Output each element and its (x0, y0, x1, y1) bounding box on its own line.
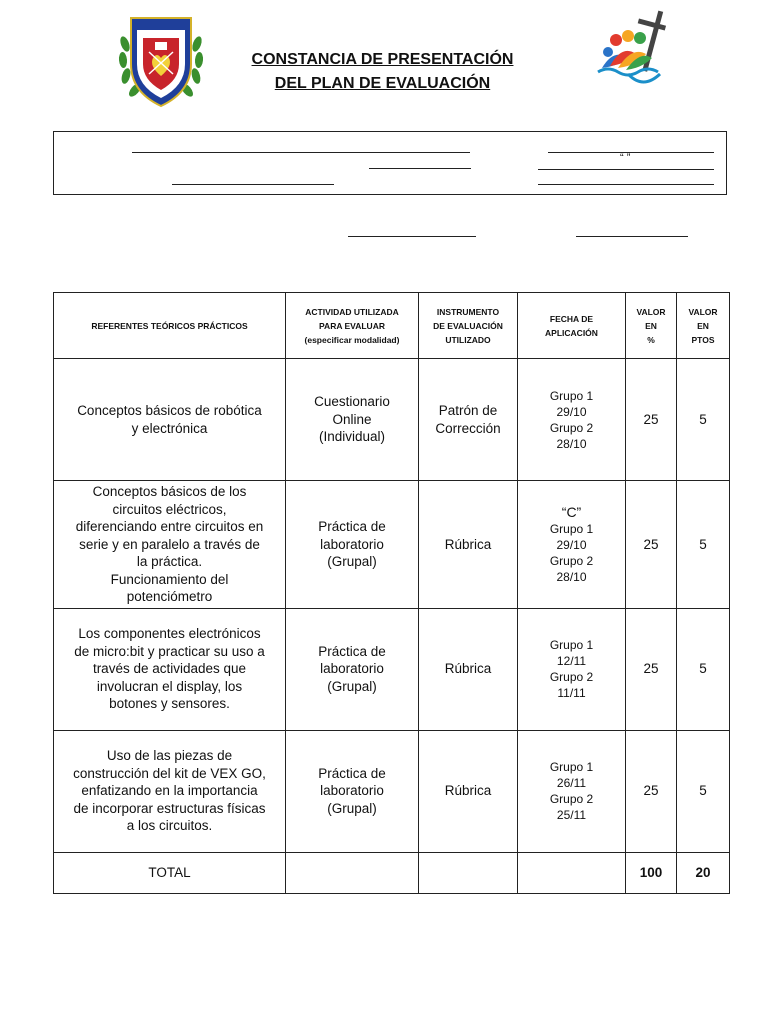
total-puntos: 20 (677, 852, 730, 893)
cell-referente: Conceptos básicos de los circuitos eléctricos, diferenciando entre circuitos en serie y en paralelo a través de la práctica. Funcionamiento del potenciómetro (54, 481, 286, 609)
table-row (54, 359, 730, 481)
cell-actividad: Práctica de laboratorio (Grupal) (286, 481, 419, 609)
cell-referente: Uso de las piezas de construcción del kit de VEX GO, enfatizando en la importancia de incorporar estructuras físicas a los circuitos. (54, 730, 286, 852)
empty-cell (419, 852, 518, 893)
quotes-mark: “ ” (620, 152, 631, 164)
cell-puntos: 5 (677, 730, 730, 852)
cell-fecha: Grupo 1 29/10 Grupo 2 28/10 (518, 359, 626, 481)
blank-line (538, 169, 714, 170)
table-header-row (54, 293, 730, 359)
header-fecha: FECHA DE APLICACIÓN (518, 293, 626, 359)
info-box (53, 131, 727, 195)
cell-porcentaje: 25 (626, 359, 677, 481)
empty-cell (518, 852, 626, 893)
cell-referente: Conceptos básicos de robótica y electrónica (54, 359, 286, 481)
cell-instrumento: Rúbrica (419, 481, 518, 609)
blank-line (538, 184, 714, 185)
blank-line (576, 236, 688, 237)
cell-instrumento: Rúbrica (419, 730, 518, 852)
table-row (54, 608, 730, 730)
cell-puntos: 5 (677, 359, 730, 481)
cell-fecha: “C” Grupo 1 29/10 Grupo 2 28/10 (518, 481, 626, 609)
blank-line (132, 152, 470, 153)
blank-line (548, 152, 714, 153)
cell-fecha: Grupo 1 26/11 Grupo 2 25/11 (518, 730, 626, 852)
header-actividad: ACTIVIDAD UTILIZADA PARA EVALUAR (especificar modalidad) (286, 293, 419, 359)
header-instrumento: INSTRUMENTO DE EVALUACIÓN UTILIZADO (419, 293, 518, 359)
title-line-1: CONSTANCIA DE PRESENTACIÓN (251, 51, 514, 68)
jubilee-logo (588, 8, 688, 108)
school-crest-logo (115, 14, 207, 110)
total-porcentaje: 100 (626, 852, 677, 893)
empty-cell (286, 852, 419, 893)
cell-referente: Los componentes electrónicos de micro:bit y practicar su uso a través de actividades que involucran el display, los botones y sensores. (54, 608, 286, 730)
total-row (54, 852, 730, 893)
header-referentes: REFERENTES TEÓRICOS PRÁCTICOS (54, 293, 286, 359)
blank-line (348, 236, 476, 237)
cell-instrumento: Patrón de Corrección (419, 359, 518, 481)
header-valor-puntos: VALOR EN PTOS (677, 293, 730, 359)
cell-fecha: Grupo 1 12/11 Grupo 2 11/11 (518, 608, 626, 730)
blank-line (369, 168, 471, 169)
total-label: TOTAL (54, 852, 286, 893)
cell-instrumento: Rúbrica (419, 608, 518, 730)
cell-puntos: 5 (677, 608, 730, 730)
blank-line (172, 184, 334, 185)
cell-puntos: 5 (677, 481, 730, 609)
cell-actividad: Práctica de laboratorio (Grupal) (286, 730, 419, 852)
table-row (54, 481, 730, 609)
evaluation-table (53, 292, 730, 894)
cell-porcentaje: 25 (626, 608, 677, 730)
document-title (210, 48, 555, 96)
cell-actividad: Cuestionario Online (Individual) (286, 359, 419, 481)
title-line-2: DEL PLAN DE EVALUACIÓN (274, 75, 491, 92)
cell-porcentaje: 25 (626, 730, 677, 852)
table-row (54, 730, 730, 852)
cell-actividad: Práctica de laboratorio (Grupal) (286, 608, 419, 730)
cell-porcentaje: 25 (626, 481, 677, 609)
header-valor-porcentaje: VALOR EN % (626, 293, 677, 359)
